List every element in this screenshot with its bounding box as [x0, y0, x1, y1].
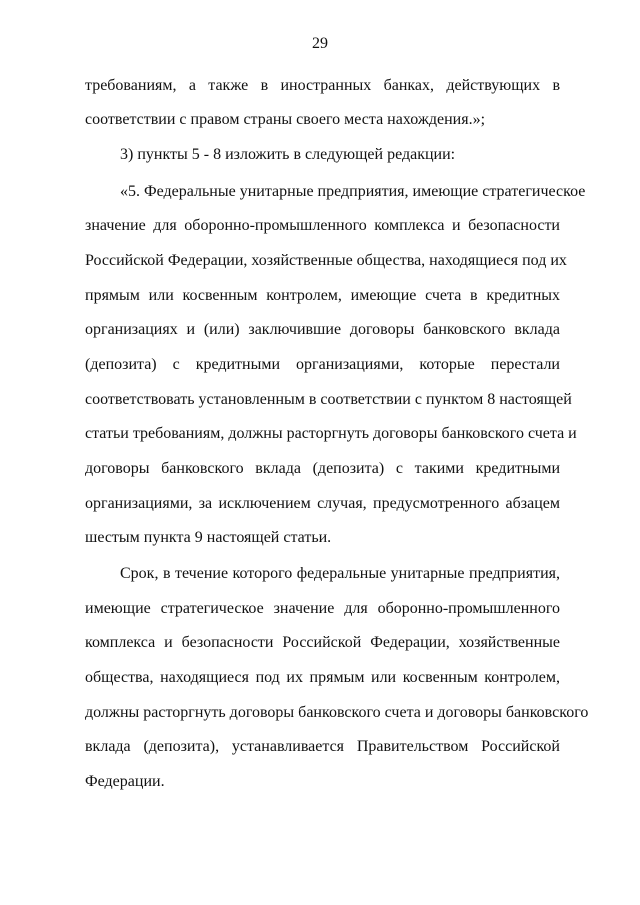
text-line: (депозита) с кредитными организациями, которые перестали: [85, 356, 560, 373]
text-line: Срок, в течение которого федеральные унитарные предприятия,: [120, 565, 560, 582]
text-line: Федерации.: [85, 773, 165, 790]
text-line: комплекса и безопасности Российской Федерации, хозяйственные: [85, 634, 560, 651]
text-line: 3) пункты 5 - 8 изложить в следующей редакции:: [120, 146, 456, 163]
text-line: вклада (депозита), устанавливается Правительством Российской: [85, 738, 560, 755]
text-line: договоры банковского вклада (депозита) с такими кредитными: [85, 460, 560, 477]
text-line: общества, находящиеся под их прямым или косвенным контролем,: [85, 669, 560, 686]
text-line: соответствии с правом страны своего места нахождения.»;: [85, 111, 486, 128]
text-line: имеющие стратегическое значение для оборонно-промышленного: [85, 600, 560, 617]
text-line: организациях и (или) заключившие договоры банковского вклада: [85, 321, 560, 338]
text-line: «5. Федеральные унитарные предприятия, имеющие стратегическое: [120, 183, 586, 200]
text-line: шестым пункта 9 настоящей статьи.: [85, 529, 332, 546]
text-line: значение для оборонно-промышленного комплекса и безопасности: [85, 217, 560, 234]
text-line: статьи требованиям, должны расторгнуть договоры банковского счета и: [85, 425, 577, 442]
page-number: 29: [312, 35, 328, 52]
text-line: должны расторгнуть договоры банковского счета и договоры банковского: [85, 704, 589, 721]
text-line: требованиям, а также в иностранных банках, действующих в: [85, 77, 560, 94]
text-line: соответствовать установленным в соответствии с пунктом 8 настоящей: [85, 391, 572, 408]
text-line: прямым или косвенным контролем, имеющие счета в кредитных: [85, 287, 560, 304]
text-line: организациями, за исключением случая, предусмотренного абзацем: [85, 495, 560, 512]
text-line: Российской Федерации, хозяйственные общества, находящиеся под их: [85, 252, 567, 269]
